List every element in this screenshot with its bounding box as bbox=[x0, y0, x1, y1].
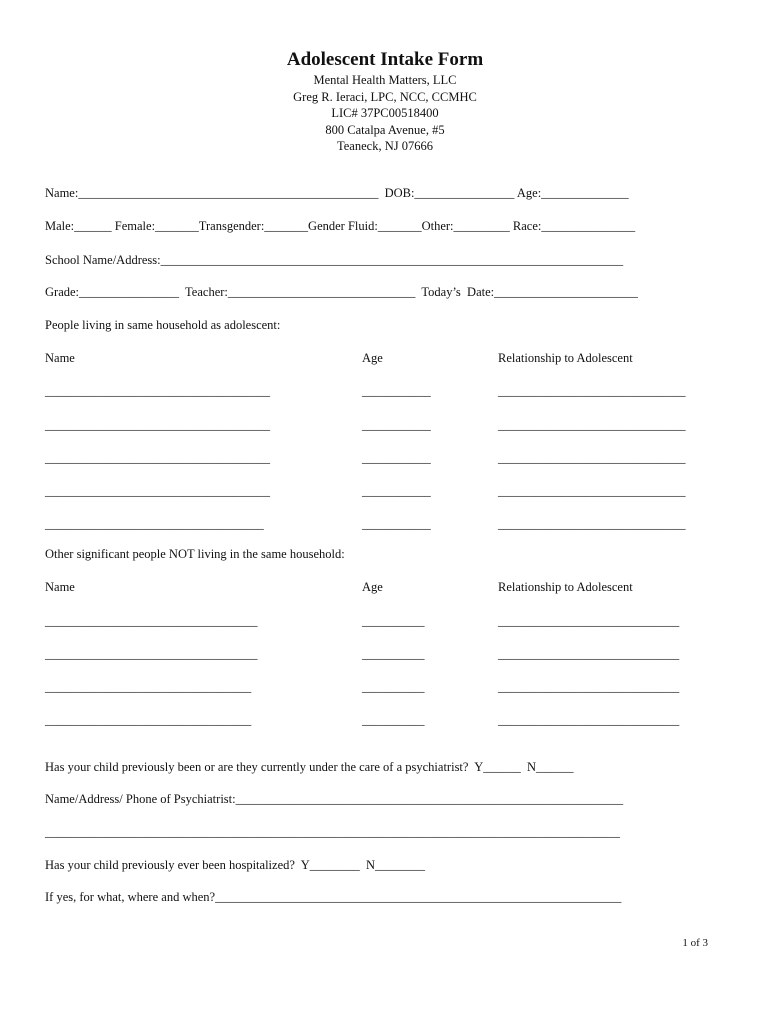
household-name-header: Name bbox=[45, 351, 75, 365]
city-state-zip: Teaneck, NJ 07666 bbox=[337, 139, 433, 154]
other-relationship-field[interactable]: _____________________________ bbox=[498, 680, 680, 694]
grade-teacher-date-field[interactable]: Grade:________________ Teacher:______________________________ Today’s Date:_______________________ bbox=[45, 285, 638, 299]
license-number: LIC# 37PC00518400 bbox=[331, 106, 439, 121]
other-age-header: Age bbox=[362, 580, 383, 594]
other-name-field[interactable]: __________________________________ bbox=[45, 647, 258, 661]
household-age-field[interactable]: ___________ bbox=[362, 517, 431, 531]
household-age-header: Age bbox=[362, 351, 383, 365]
gender-race-field[interactable]: Male:______ Female:_______Transgender:_______Gender Fluid:_______Other:_________ Race:_______________ bbox=[45, 219, 636, 233]
household-name-field[interactable]: ____________________________________ bbox=[45, 484, 270, 498]
psychiatrist-address-field[interactable]: Name/Address/ Phone of Psychiatrist:______________________________________________________________ bbox=[45, 792, 624, 806]
household-name-field[interactable]: ____________________________________ bbox=[45, 418, 270, 432]
psychiatrist-address-continued-field[interactable]: ____________________________________________________________________________________________ bbox=[45, 825, 620, 839]
household-name-field[interactable]: ____________________________________ bbox=[45, 451, 270, 465]
other-age-field[interactable]: __________ bbox=[362, 614, 425, 628]
practice-name: Mental Health Matters, LLC bbox=[313, 73, 457, 87]
other-name-field[interactable]: _________________________________ bbox=[45, 713, 252, 727]
household-relationship-field[interactable]: ______________________________ bbox=[498, 517, 686, 531]
other-name-field[interactable]: __________________________________ bbox=[45, 614, 258, 628]
school-address-field[interactable]: School Name/Address:__________________________________________________________________________ bbox=[45, 253, 624, 267]
household-relationship-field[interactable]: ______________________________ bbox=[498, 484, 686, 498]
psychiatrist-question[interactable]: Has your child previously been or are they currently under the care of a psychiatrist? Y______ N______ bbox=[45, 760, 574, 774]
household-relationship-field[interactable]: ______________________________ bbox=[498, 418, 686, 432]
other-relationship-header: Relationship to Adolescent bbox=[498, 580, 633, 594]
other-age-field[interactable]: __________ bbox=[362, 713, 425, 727]
other-people-heading: Other significant people NOT living in the same household: bbox=[45, 547, 345, 561]
hospitalized-question[interactable]: Has your child previously ever been hospitalized? Y________ N________ bbox=[45, 858, 426, 872]
form-title: Adolescent Intake Form bbox=[286, 49, 484, 70]
name-dob-age-field[interactable]: Name:________________________________________________ DOB:________________ Age:______________ bbox=[45, 186, 629, 200]
page-number: 1 of 3 bbox=[682, 937, 708, 949]
other-age-field[interactable]: __________ bbox=[362, 647, 425, 661]
household-name-field[interactable]: ____________________________________ bbox=[45, 384, 270, 398]
other-name-header: Name bbox=[45, 580, 75, 594]
household-name-field[interactable]: ___________________________________ bbox=[45, 517, 264, 531]
household-age-field[interactable]: ___________ bbox=[362, 384, 431, 398]
household-relationship-field[interactable]: ______________________________ bbox=[498, 384, 686, 398]
household-age-field[interactable]: ___________ bbox=[362, 451, 431, 465]
household-age-field[interactable]: ___________ bbox=[362, 418, 431, 432]
form-header bbox=[0, 48, 770, 155]
household-relationship-field[interactable]: ______________________________ bbox=[498, 451, 686, 465]
household-relationship-header: Relationship to Adolescent bbox=[498, 351, 633, 365]
hospitalization-details-field[interactable]: If yes, for what, where and when?_________________________________________________________________ bbox=[45, 890, 622, 904]
other-relationship-field[interactable]: _____________________________ bbox=[498, 614, 680, 628]
other-age-field[interactable]: __________ bbox=[362, 680, 425, 694]
other-relationship-field[interactable]: _____________________________ bbox=[498, 713, 680, 727]
other-relationship-field[interactable]: _____________________________ bbox=[498, 647, 680, 661]
household-heading: People living in same household as adolescent: bbox=[45, 318, 281, 332]
clinician-name: Greg R. Ieraci, LPC, NCC, CCMHC bbox=[293, 89, 477, 104]
household-age-field[interactable]: ___________ bbox=[362, 484, 431, 498]
other-name-field[interactable]: _________________________________ bbox=[45, 680, 252, 694]
street-address: 800 Catalpa Avenue, #5 bbox=[325, 122, 445, 137]
